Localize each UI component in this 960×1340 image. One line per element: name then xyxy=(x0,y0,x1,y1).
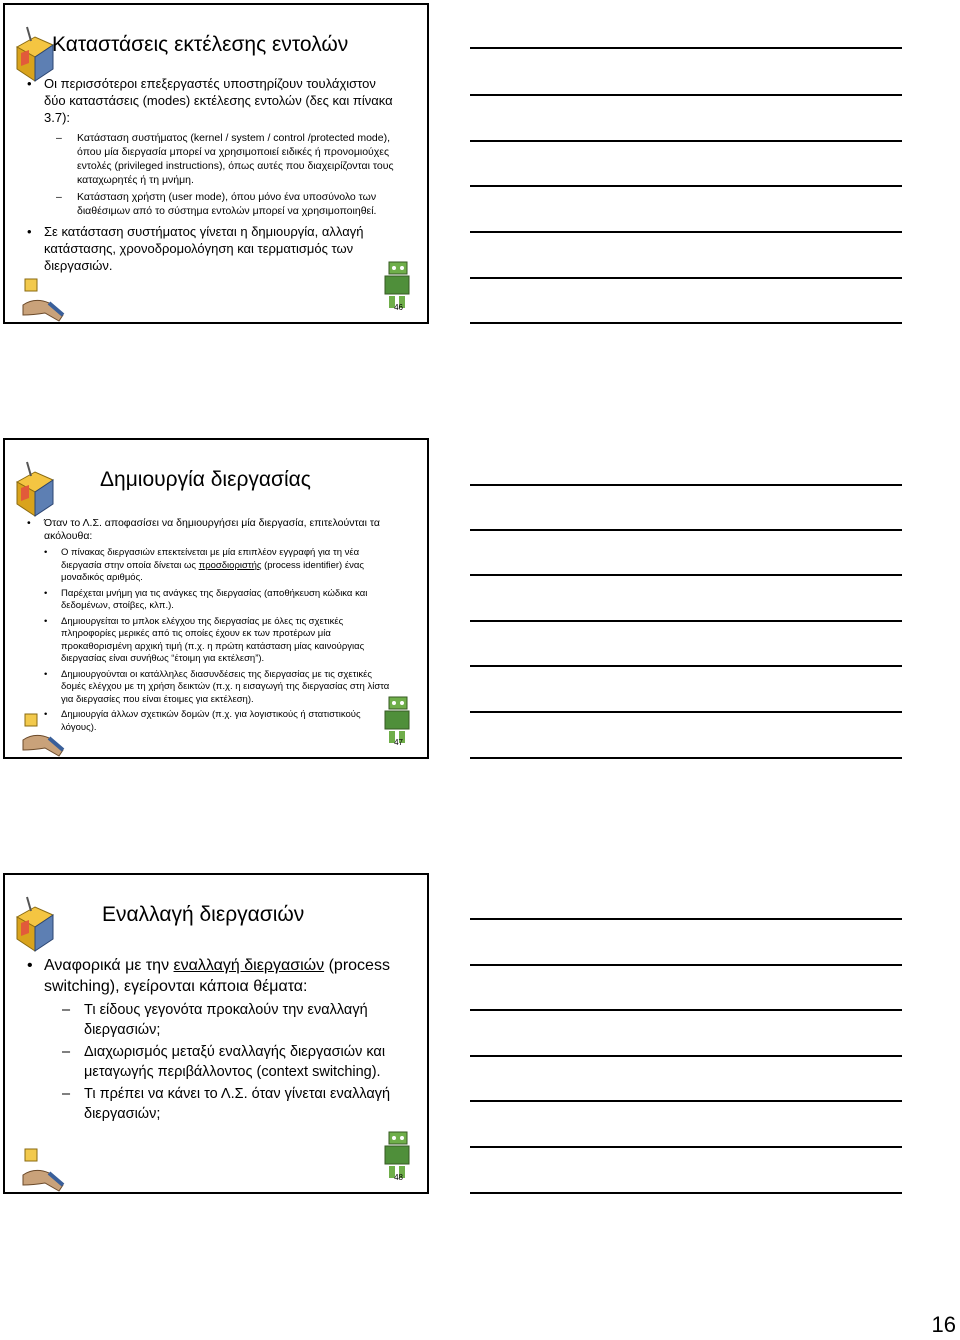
note-line xyxy=(470,1055,902,1057)
slide-body xyxy=(27,75,397,277)
note-line xyxy=(470,277,902,279)
slide-title: Καταστάσεις εκτέλεσης εντολών xyxy=(52,33,349,56)
note-line xyxy=(470,94,902,96)
sub-bullet-item: • Παρέχεται μνήμη για τις ανάγκες της διεργασίας (αποθήκευση κώδικα και δεδομένων, στοίβες, κλπ.). xyxy=(44,588,397,613)
note-line xyxy=(470,1009,902,1011)
slide-title: Εναλλαγή διεργασιών xyxy=(102,903,305,926)
slide-46 xyxy=(3,3,429,324)
cube-logo-icon xyxy=(9,893,57,955)
slide-48 xyxy=(3,873,429,1194)
note-line xyxy=(470,918,902,920)
note-line xyxy=(470,964,902,966)
sub-bullet-item: – Τι πρέπει να κάνει το Λ.Σ. όταν γίνεται εναλλαγή διεργασιών; xyxy=(44,1085,397,1124)
hand-icon xyxy=(19,1145,65,1193)
note-line xyxy=(470,185,902,187)
cube-logo-icon xyxy=(9,458,57,520)
slide-number: 48 xyxy=(394,1173,403,1182)
slide-number: 47 xyxy=(394,738,403,747)
sub-bullet-item: • Δημιουργούνται οι κατάλληλες διασυνδέσεις της διεργασίας με τις σχετικές δομές ελέγχου με τη χρήση δεικτών (π.χ. η εισαγωγή της διεργασίας στη λίστα για διεργασίες που είναι έτοιμες για εκτέλεση). xyxy=(44,669,397,707)
slide-47 xyxy=(3,438,429,759)
sub-bullet-item: • Δημιουργείται το μπλοκ ελέγχου της διεργασίας με όλες τις σχετικές πληροφορίες μερικές από τις οποίες έχουν εκ των προτέρων μία προκαθορισμένη αρχική τιμή (π.χ. η πρώτη κατάσταση μίας καινούργιας διεργασίας είναι συνήθως “έτοιμη για εκτέλεση”). xyxy=(44,616,397,666)
note-line xyxy=(470,47,902,49)
sub-bullet-item: • Δημιουργία άλλων σχετικών δομών (π.χ. για λογιστικούς ή στατιστικούς λόγους). xyxy=(44,709,397,734)
hand-icon xyxy=(19,275,65,323)
sub-bullet-item: – Κατάσταση χρήστη (user mode), όπου μόνο ένα υποσύνολο των διαθέσιμων από το σύστημα εντολών μπορεί να χρησιμοποιηθεί. xyxy=(44,190,397,218)
bullet-item: • Όταν το Λ.Σ. αποφασίσει να δημιουργήσει μία διεργασία, επιτελούνται τα ακόλουθα: • Ο πίνακας διεργασιών επεκτείνεται με μία επιπλέον εγγραφή για τη νέα διεργασία στην οποία δίνεται ως προσδιοριστής (process identifier) ένας μοναδικός αριθμός. • Παρέχεται μνήμη για τις ανάγκες της διεργασίας (αποθήκευση κώδικα και δεδομένων, στοίβες, κλπ.). • Δημιουργείται το μπλοκ ελέγχου της διεργασίας με όλες τις σχετικές πληροφορίες μερικές από τις οποίες έχουν εκ των προτέρων μία προκαθορισμένη αρχική τιμή (π.χ. η πρώτη κατάσταση μίας καινούργιας διεργασίας είναι συνήθως “έτοιμη για εκτέλεση”). • Δημιουργούνται οι κατάλληλες διασυνδέσεις της διεργασίας με τις σχετικές δομές ελέγχου με τη χρήση δεικτών (π.χ. η εισαγωγή της διεργασίας στη λίστα για διεργασίες που είναι έτοιμες για εκτέλεση). • Δημιουργία άλλων σχετικών δομών (π.χ. για λογιστικούς ή στατιστικούς λόγους). xyxy=(27,517,397,734)
note-line xyxy=(470,757,902,759)
slide-body xyxy=(27,955,397,1127)
note-line xyxy=(470,574,902,576)
sub-bullet-item: – Διαχωρισμός μεταξύ εναλλαγής διεργασιών και μεταγωγής περιβάλλοντος (context switching). xyxy=(44,1043,397,1082)
note-line xyxy=(470,1146,902,1148)
note-line xyxy=(470,529,902,531)
note-line xyxy=(470,140,902,142)
note-line xyxy=(470,620,902,622)
note-line xyxy=(470,231,902,233)
bullet-item: • Οι περισσότεροι επεξεργαστές υποστηρίζουν τουλάχιστον δύο καταστάσεις (modes) εκτέλεσης εντολών (δες και πίνακα 3.7): – Κατάσταση συστήματος (kernel / system / control /protected mode), όπου μία διεργασία μπορεί να χρησιμοποιεί ειδικές ή προνομιούχες εντολές (privileged instructions), όπως αυτές που διαχειρίζονται τους καταχωρητές ή τη μνήμη. – Κατάσταση χρήστη (user mode), όπου μόνο ένα υποσύνολο των διαθέσιμων από το σύστημα εντολών μπορεί να χρησιμοποιηθεί. xyxy=(27,75,397,218)
note-line xyxy=(470,322,902,324)
bullet-item: • Σε κατάσταση συστήματος γίνεται η δημιουργία, αλλαγή κατάστασης, χρονοδρομολόγηση και τερματισμός των διεργασιών. xyxy=(27,223,397,274)
note-line xyxy=(470,484,902,486)
sub-bullet-item: – Τι είδους γεγονότα προκαλούν την εναλλαγή διεργασιών; xyxy=(44,1001,397,1040)
page-number: 16 xyxy=(931,1312,956,1337)
note-line xyxy=(470,665,902,667)
bullet-item: • Αναφορικά με την εναλλαγή διεργασιών (process switching), εγείρονται κάποια θέματα: – Τι είδους γεγονότα προκαλούν την εναλλαγή διεργασιών; – Διαχωρισμός μεταξύ εναλλαγής διεργασιών και μεταγωγής περιβάλλοντος (context switching). – Τι πρέπει να κάνει το Λ.Σ. όταν γίνεται εναλλαγή διεργασιών; xyxy=(27,955,397,1124)
note-line xyxy=(470,711,902,713)
note-line xyxy=(470,1192,902,1194)
note-line xyxy=(470,1100,902,1102)
slide-number: 46 xyxy=(394,303,403,312)
sub-bullet-item: – Κατάσταση συστήματος (kernel / system / control /protected mode), όπου μία διεργασία μπορεί να χρησιμοποιεί ειδικές ή προνομιούχες εντολές (privileged instructions), όπως αυτές που διαχειρίζονται τους καταχωρητές ή τη μνήμη. xyxy=(44,131,397,187)
sub-bullet-item: • Ο πίνακας διεργασιών επεκτείνεται με μία επιπλέον εγγραφή για τη νέα διεργασία στην οποία δίνεται ως προσδιοριστής (process identifier) ένας μοναδικός αριθμός. xyxy=(44,547,397,585)
slide-body xyxy=(27,517,397,737)
slide-title: Δημιουργία διεργασίας xyxy=(100,468,311,491)
